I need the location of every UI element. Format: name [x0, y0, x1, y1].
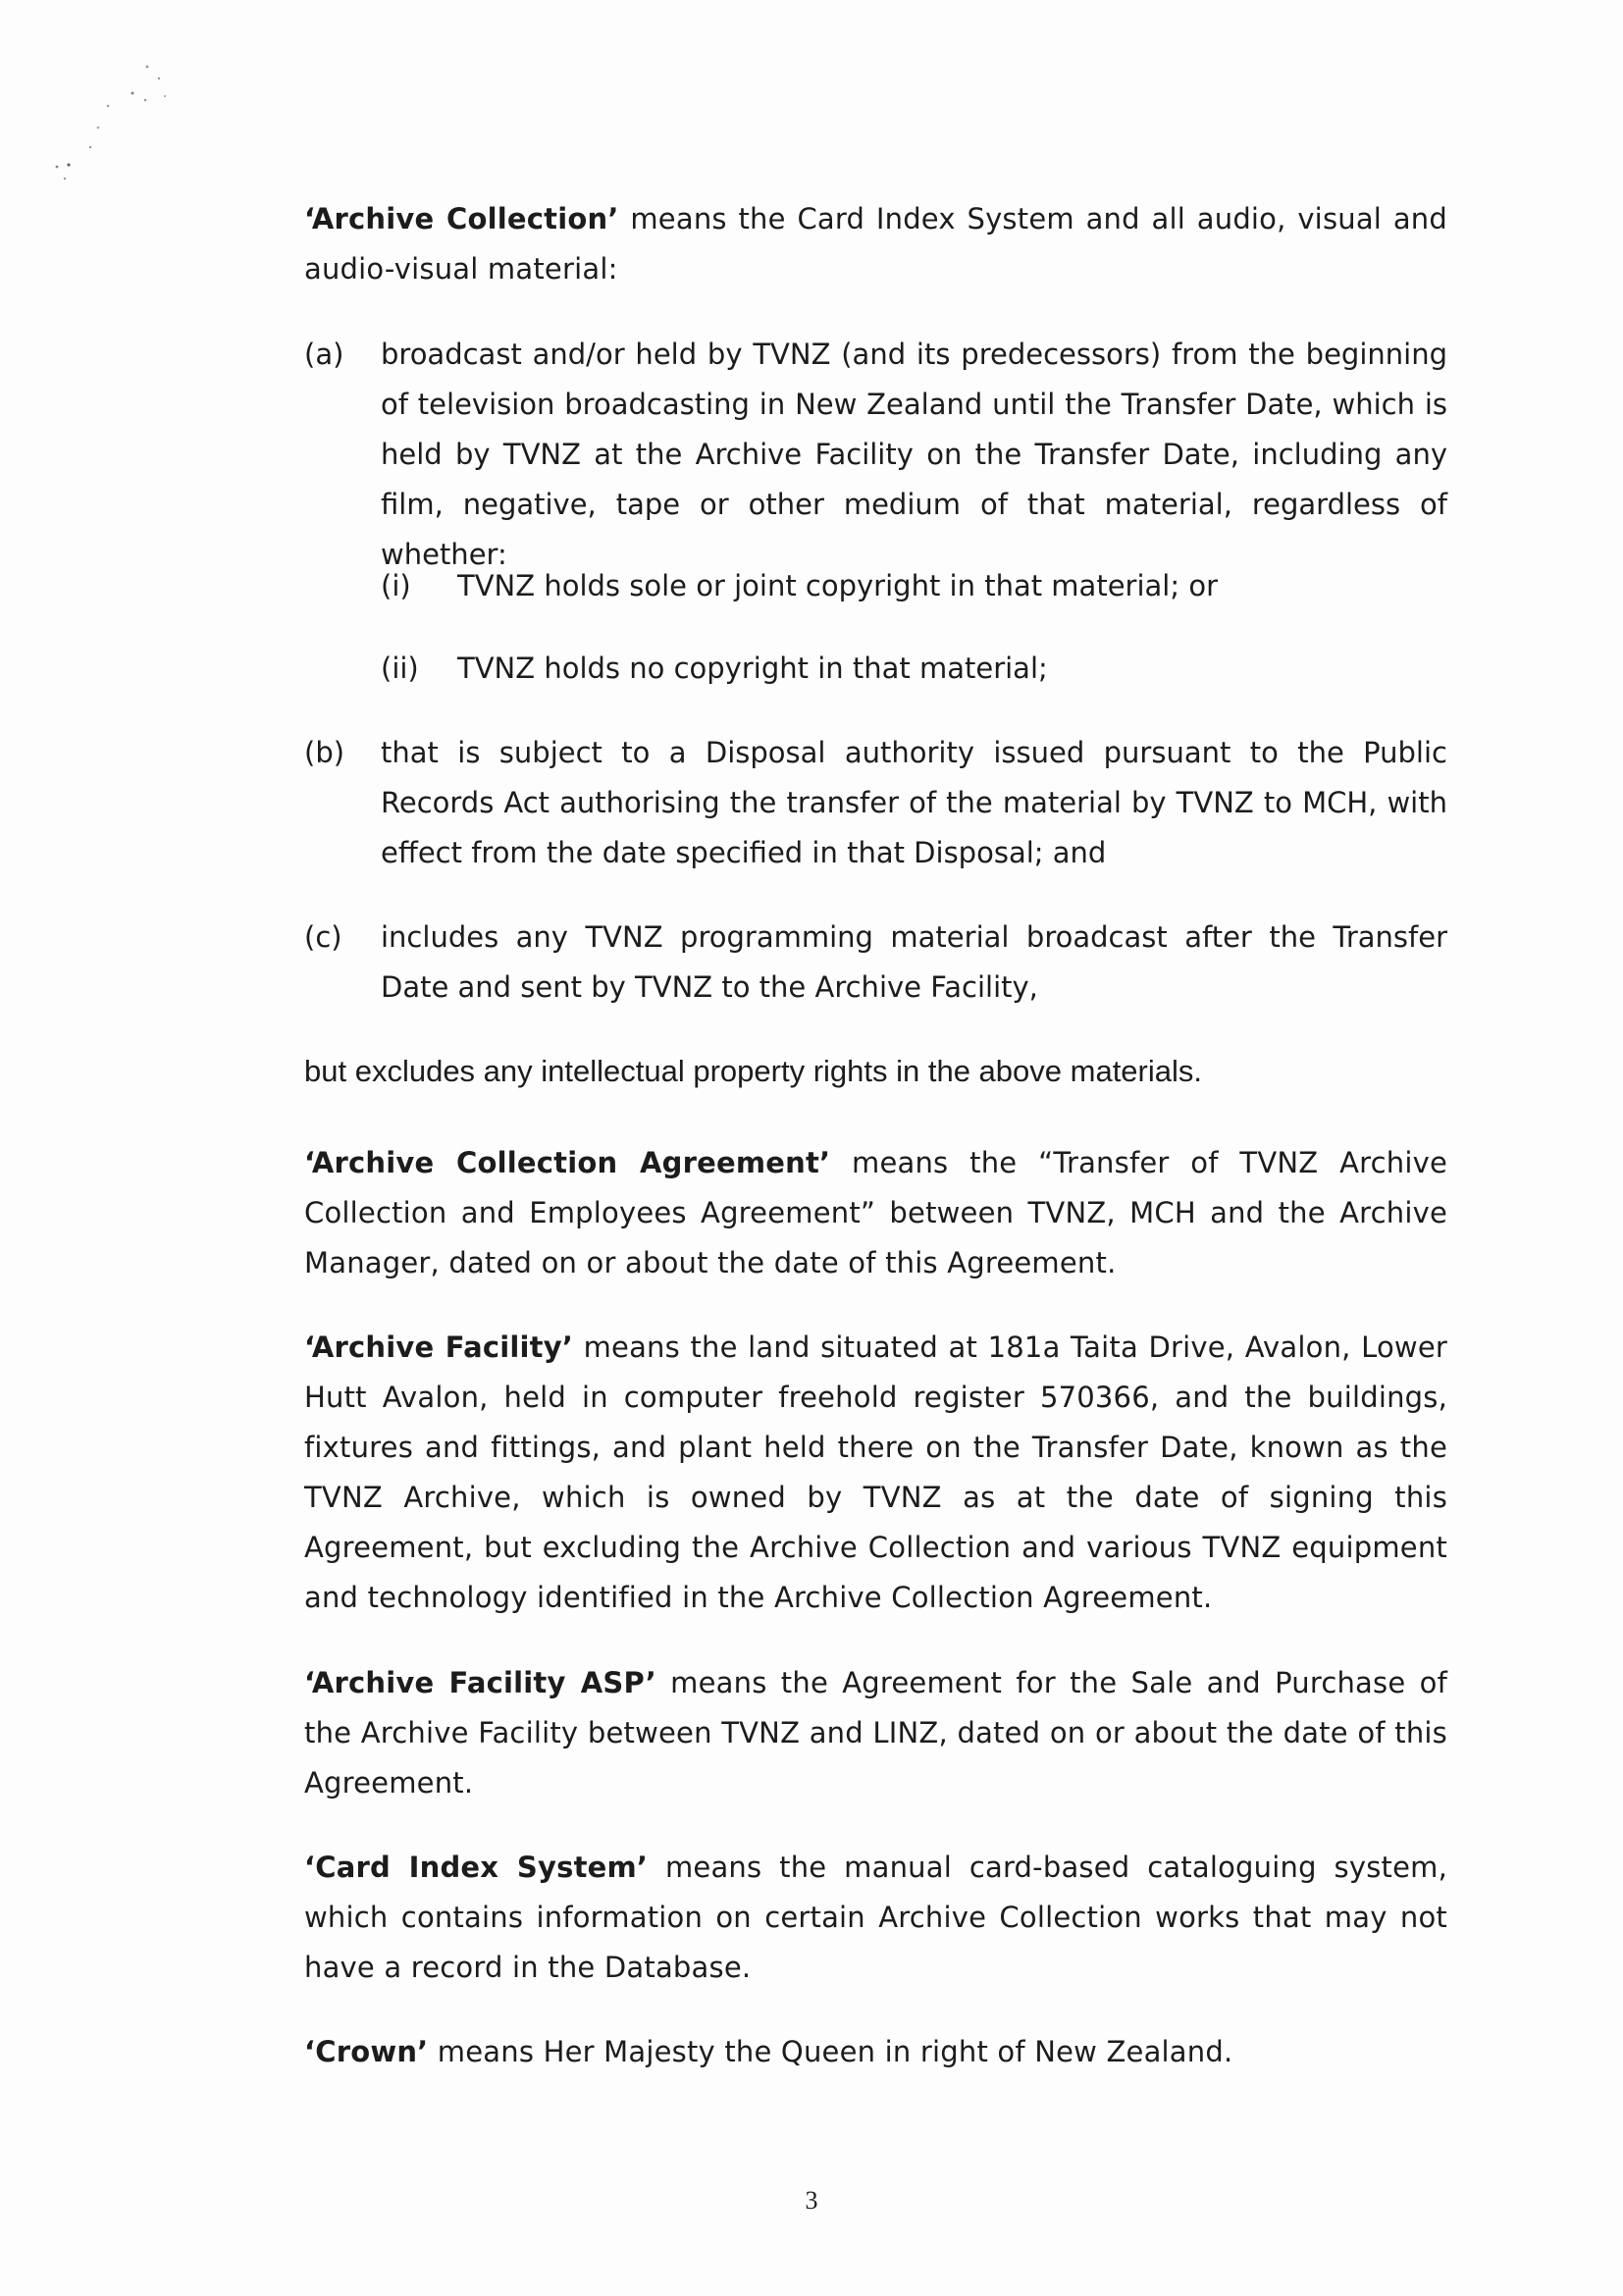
list-item-b [304, 728, 1447, 878]
list-item-c [304, 913, 1447, 1013]
list-item-text: that is subject to a Disposal authority issued pursuant to the Public Records Act authorising the transfer of the material by TVNZ to MCH, with effect from the date specified in that Disposal; and [381, 736, 1447, 869]
definition-archive-facility [304, 1323, 1447, 1623]
definition-card-index-system [304, 1843, 1447, 1993]
list-item-a [304, 330, 1447, 580]
term-archive-collection: ‘Archive Collection’ [304, 202, 619, 235]
sub-item-label: (ii) [381, 652, 419, 685]
page-number: 3 [805, 2186, 818, 2215]
definition-text: means the manual card-based cataloguing system, which contains information on certain Archive Collection works that may not have a record in the Database. [304, 1851, 1447, 1984]
definition-text: means the “Transfer of TVNZ Archive Collection and Employees Agreement” between TVNZ, MCH and the Archive Manager, dated on or about the date of this Agreement. [304, 1146, 1447, 1279]
definition-text: means the Card Index System and all audio, visual and audio-visual material: [304, 202, 1447, 286]
sub-item-i [381, 561, 1447, 611]
sub-item-ii [381, 644, 1447, 694]
scan-speckle-marks [39, 49, 186, 196]
term-archive-facility-asp: ‘Archive Facility ASP’ [304, 1666, 656, 1699]
list-item-label: (a) [304, 338, 344, 371]
definition-text: means the land situated at 181a Taita Drive, Avalon, Lower Hutt Avalon, held in computer freehold register 570366, and the buildings, fixtures and fittings, and plant held there on the Transfer Date, known as the TVNZ Archive, which is owned by TVNZ as at the date of signing this Agreement, but excluding the Archive Collection and various TVNZ equipment and technology identified in the Archive Collection Agreement. [304, 1331, 1447, 1614]
term-archive-collection-agreement: ‘Archive Collection Agreement’ [304, 1146, 831, 1179]
sub-item-text: TVNZ holds sole or joint copyright in that material; or [457, 569, 1218, 602]
term-crown: ‘Crown’ [304, 2035, 429, 2068]
term-card-index-system: ‘Card Index System’ [304, 1851, 649, 1884]
sub-item-text: TVNZ holds no copyright in that material; [457, 652, 1048, 685]
definition-crown [304, 2027, 1447, 2077]
definition-archive-facility-asp [304, 1658, 1447, 1808]
term-archive-facility: ‘Archive Facility’ [304, 1331, 574, 1364]
list-item-text: includes any TVNZ programming material broadcast after the Transfer Date and sent by TVNZ to the Archive Facility, [381, 920, 1447, 1004]
list-item-label: (b) [304, 736, 345, 769]
sub-item-label: (i) [381, 569, 411, 602]
definition-text: means the Agreement for the Sale and Purchase of the Archive Facility between TVNZ and LINZ, dated on or about the date of this Agreement. [304, 1666, 1447, 1800]
definition-text: means Her Majesty the Queen in right of New Zealand. [428, 2035, 1233, 2068]
exclusion-clause: but excludes any intellectual property rights in the above materials. [304, 1054, 1202, 1088]
definition-archive-collection-agreement [304, 1138, 1447, 1288]
list-item-text: broadcast and/or held by TVNZ (and its predecessors) from the beginning of television broadcasting in New Zealand until the Transfer Date, which is held by TVNZ at the Archive Facility on the Transfer Date, including any film, negative, tape or other medium of that material, regardless of whether: [381, 338, 1447, 571]
list-item-label: (c) [304, 920, 342, 954]
definition-archive-collection [304, 194, 1447, 294]
